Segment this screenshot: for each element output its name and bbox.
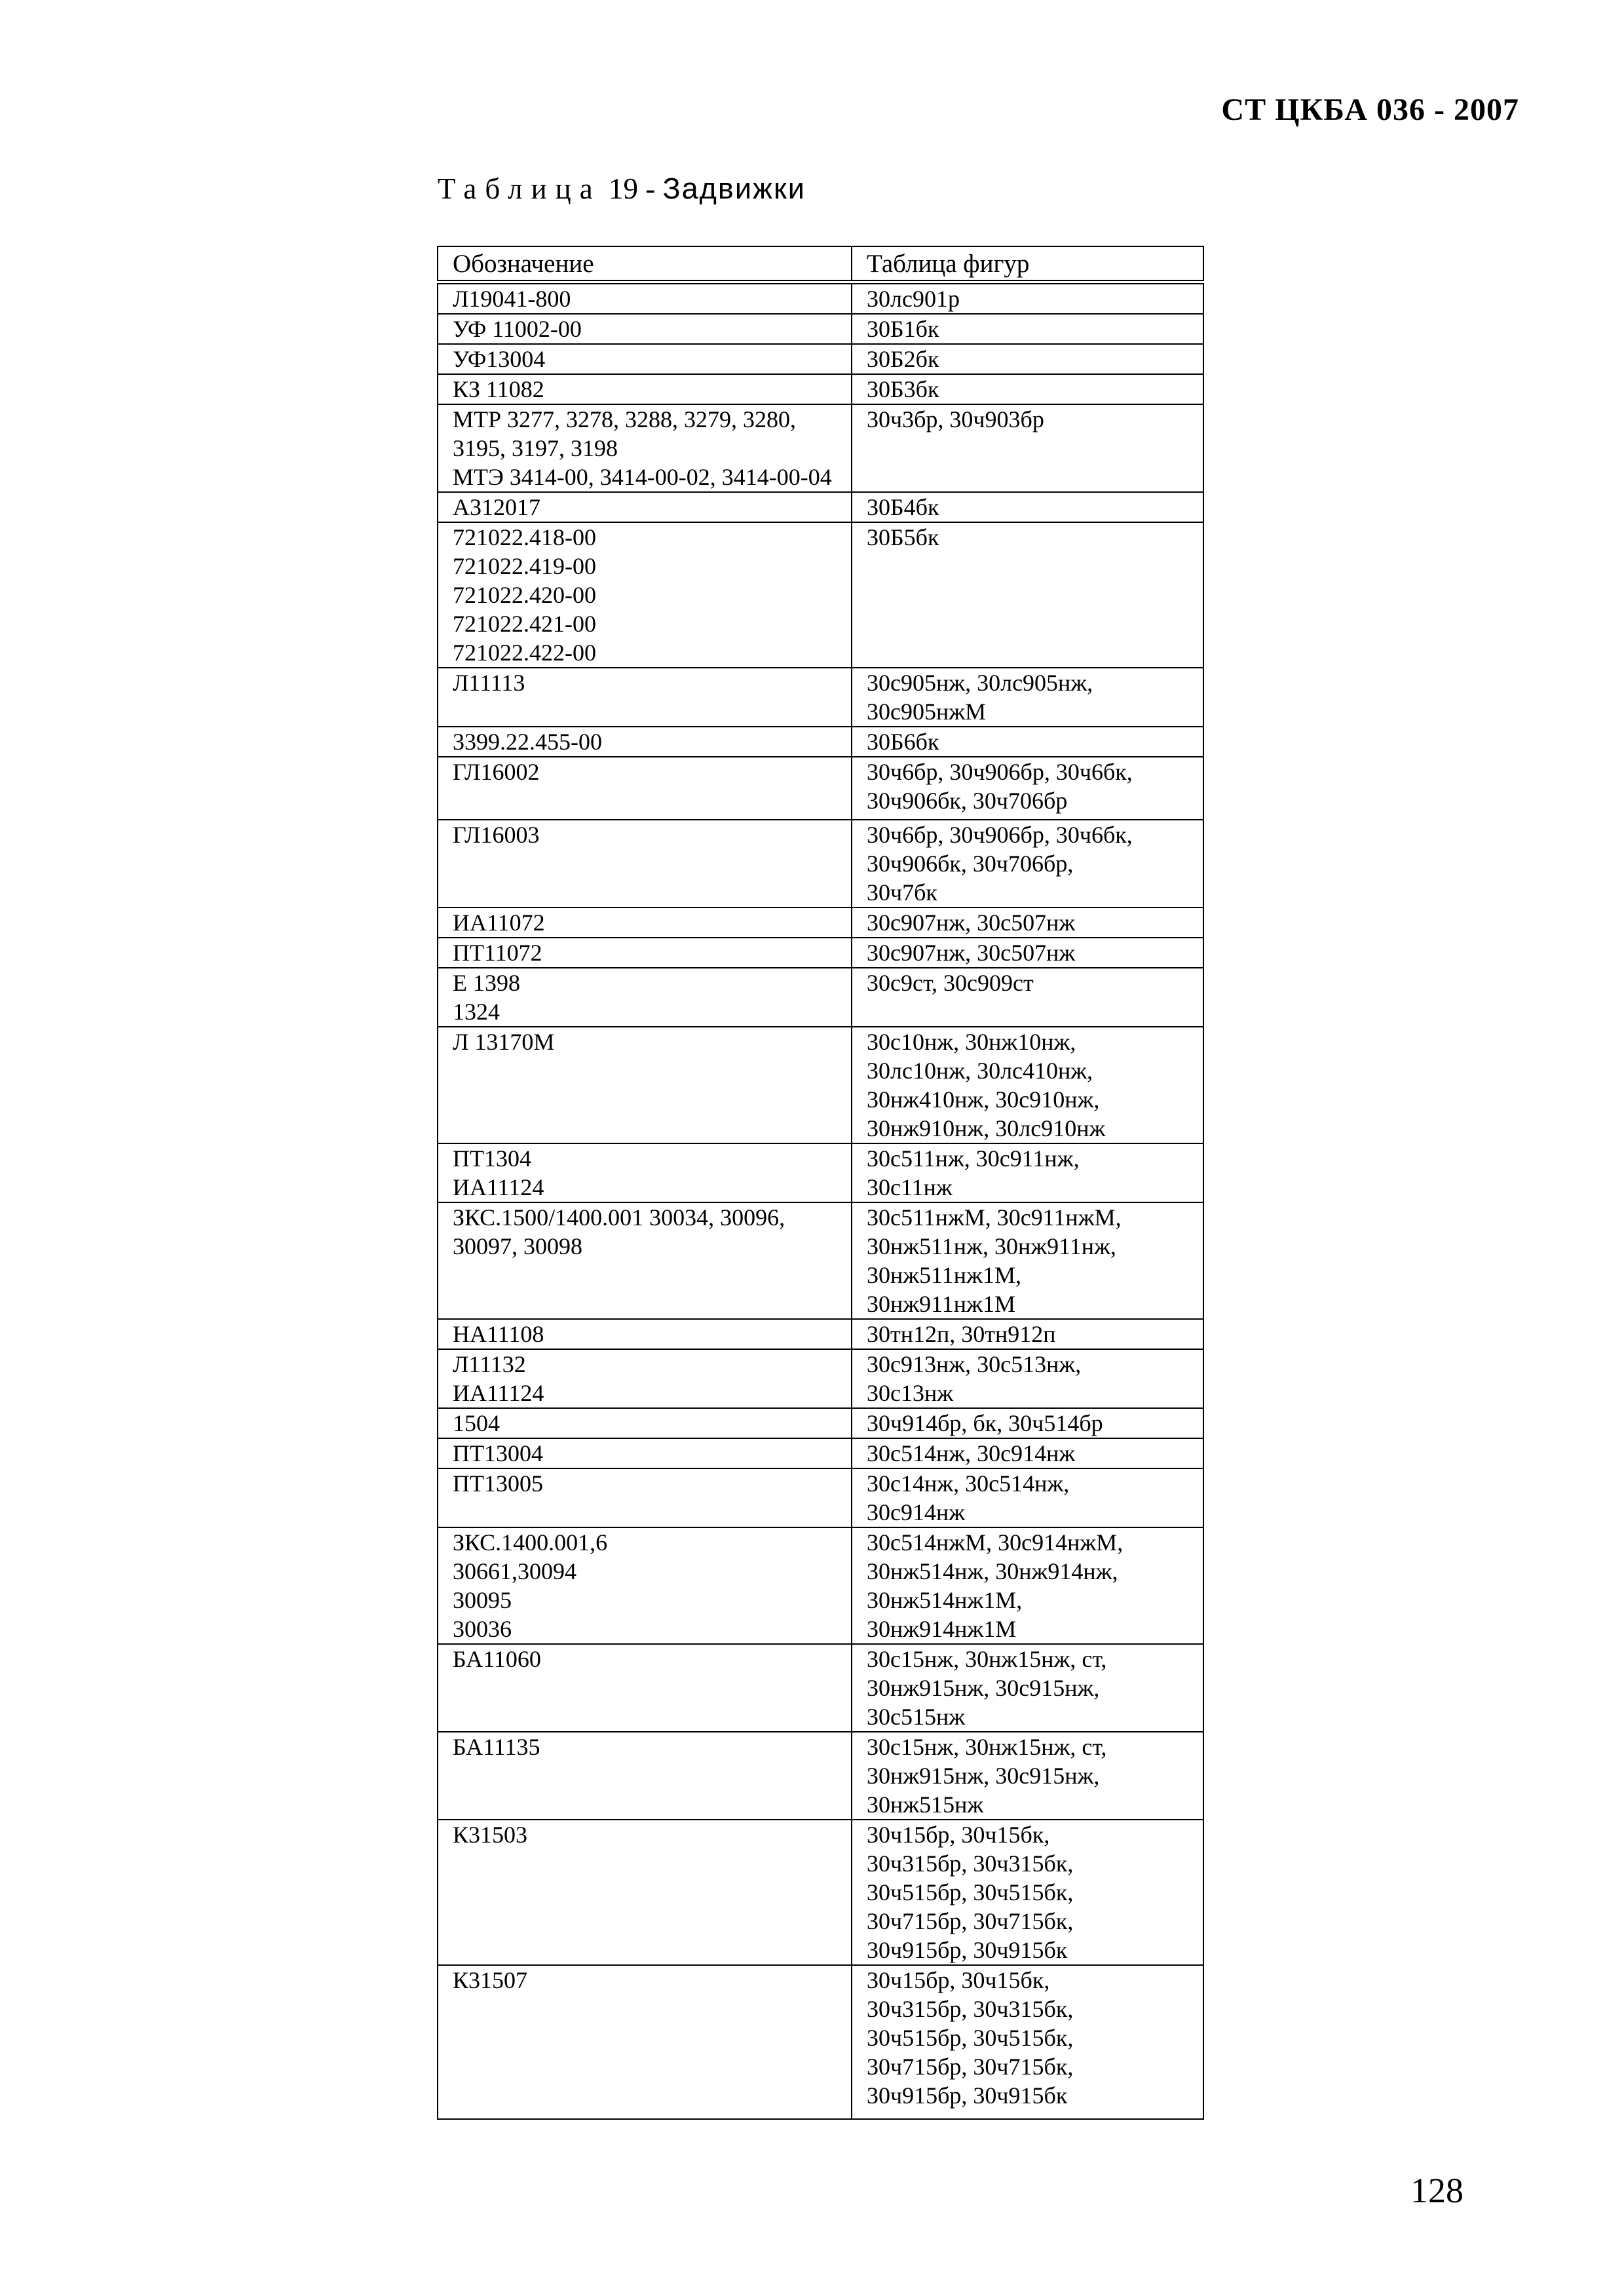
designation-cell: ЗКС.1500/1400.001 30034, 30096, 30097, 30098 (438, 1202, 852, 1319)
caption-label: Таблица (438, 172, 601, 205)
figures-cell: 30с907нж, 30с507нж (852, 908, 1203, 938)
designation-cell: УФ 11002-00 (438, 314, 852, 344)
table-row (438, 1143, 1203, 1202)
table-row (438, 374, 1203, 404)
figures-cell: 30с514нжМ, 30с914нжМ, 30нж514нж, 30нж914нж, 30нж514нж1М, 30нж914нж1М (852, 1527, 1203, 1644)
figures-cell: 30с913нж, 30с513нж, 30с13нж (852, 1349, 1203, 1408)
table-row (438, 1027, 1203, 1143)
table-row (438, 1438, 1203, 1468)
table-row (438, 1965, 1203, 2119)
designation-cell: 721022.418-00 721022.419-00 721022.420-00 721022.421-00 721022.422-00 (438, 522, 852, 668)
figures-cell: 30Б1бк (852, 314, 1203, 344)
designation-cell: ИА11072 (438, 908, 852, 938)
designation-cell: УФ13004 (438, 344, 852, 374)
designation-cell: ГЛ16003 (438, 820, 852, 908)
figures-cell: 30с15нж, 30нж15нж, ст, 30нж915нж, 30с915нж, 30с515нж (852, 1644, 1203, 1732)
table-row (438, 1408, 1203, 1438)
figures-cell: 30Б3бк (852, 374, 1203, 404)
table-row (438, 820, 1203, 908)
figures-cell: 30с511нжМ, 30с911нжМ, 30нж511нж, 30нж911нж, 30нж511нж1М, 30нж911нж1М (852, 1202, 1203, 1319)
caption-name: Задвижки (662, 172, 806, 205)
table-row (438, 727, 1203, 757)
table-row (438, 968, 1203, 1027)
table-body (438, 282, 1203, 2120)
designation-cell: Е 1398 1324 (438, 968, 852, 1027)
figures-cell: 30Б4бк (852, 492, 1203, 522)
figures-cell: 30ч914бр, бк, 30ч514бр (852, 1408, 1203, 1438)
figures-cell: 30с9ст, 30с909ст (852, 968, 1203, 1027)
designation-cell: ГЛ16002 (438, 757, 852, 820)
designation-cell: КЗ 11082 (438, 374, 852, 404)
table-row (438, 908, 1203, 938)
figures-cell: 30ч15бр, 30ч15бк, 30ч315бр, 30ч315бк, 30ч515бр, 30ч515бк, 30ч715бр, 30ч715бк, 30ч915бр, 30ч915бк (852, 1820, 1203, 1965)
caption-number: 19 - (608, 172, 656, 205)
figures-cell: 30ч15бр, 30ч15бк, 30ч315бр, 30ч315бк, 30ч515бр, 30ч515бк, 30ч715бр, 30ч715бк, 30ч915бр, 30ч915бк (852, 1965, 1203, 2119)
figures-cell: 30Б6бк (852, 727, 1203, 757)
table-row (438, 668, 1203, 727)
designation-cell: ПТ1304 ИА11124 (438, 1143, 852, 1202)
document-code: СТ ЦКБА 036 - 2007 (1221, 92, 1519, 127)
designation-cell: Л 13170М (438, 1027, 852, 1143)
designation-cell: ПТ11072 (438, 938, 852, 968)
table-row (438, 1644, 1203, 1732)
figures-cell: 30лс901р (852, 282, 1203, 315)
column-header-designation: Обозначение (438, 246, 852, 282)
designation-cell: К31503 (438, 1820, 852, 1965)
designation-cell: БА11060 (438, 1644, 852, 1732)
table-caption (438, 172, 806, 206)
designation-cell: ЗКС.1400.001,6 30661,30094 30095 30036 (438, 1527, 852, 1644)
table-row (438, 1349, 1203, 1408)
table-row (438, 1468, 1203, 1527)
figures-cell: 30с907нж, 30с507нж (852, 938, 1203, 968)
figures-cell: 30ч3бр, 30ч903бр (852, 404, 1203, 492)
figures-cell: 30с514нж, 30с914нж (852, 1438, 1203, 1468)
designation-cell: К31507 (438, 1965, 852, 2119)
table-row (438, 1527, 1203, 1644)
table-row (438, 314, 1203, 344)
valves-table (437, 246, 1204, 2120)
designation-cell: ПТ13005 (438, 1468, 852, 1527)
figures-cell: 30с15нж, 30нж15нж, ст, 30нж915нж, 30с915нж, 30нж515нж (852, 1732, 1203, 1820)
figures-cell: 30с511нж, 30с911нж, 30с11нж (852, 1143, 1203, 1202)
table-row (438, 492, 1203, 522)
figures-cell: 30Б2бк (852, 344, 1203, 374)
designation-cell: БА11135 (438, 1732, 852, 1820)
designation-cell: ПТ13004 (438, 1438, 852, 1468)
column-header-figures: Таблица фигур (852, 246, 1203, 282)
figures-cell: 30с14нж, 30с514нж, 30с914нж (852, 1468, 1203, 1527)
table-row (438, 344, 1203, 374)
table-header-row (438, 246, 1203, 282)
table-row (438, 522, 1203, 668)
designation-cell: 1504 (438, 1408, 852, 1438)
figures-cell: 30Б5бк (852, 522, 1203, 668)
designation-cell: МТР 3277, 3278, 3288, 3279, 3280, 3195, 3197, 3198 МТЭ 3414-00, 3414-00-02, 3414-00-04 (438, 404, 852, 492)
table-row (438, 1732, 1203, 1820)
designation-cell: Л19041-800 (438, 282, 852, 315)
designation-cell: Л11132 ИА11124 (438, 1349, 852, 1408)
table-row (438, 1202, 1203, 1319)
designation-cell: НА11108 (438, 1319, 852, 1349)
page-number: 128 (1410, 2171, 1463, 2210)
figures-cell: 30ч6бр, 30ч906бр, 30ч6бк, 30ч906бк, 30ч706бр (852, 757, 1203, 820)
table-row (438, 282, 1203, 315)
figures-cell: 30с10нж, 30нж10нж, 30лс10нж, 30лс410нж, 30нж410нж, 30с910нж, 30нж910нж, 30лс910нж (852, 1027, 1203, 1143)
figures-cell: 30ч6бр, 30ч906бр, 30ч6бк, 30ч906бк, 30ч706бр, 30ч7бк (852, 820, 1203, 908)
table-row (438, 757, 1203, 820)
designation-cell: Л11113 (438, 668, 852, 727)
table-row (438, 938, 1203, 968)
figures-cell: 30с905нж, 30лс905нж, 30с905нжМ (852, 668, 1203, 727)
designation-cell: А312017 (438, 492, 852, 522)
figures-cell: 30тн12п, 30тн912п (852, 1319, 1203, 1349)
table-row (438, 1319, 1203, 1349)
designation-cell: 3399.22.455-00 (438, 727, 852, 757)
table-row (438, 1820, 1203, 1965)
table-row (438, 404, 1203, 492)
